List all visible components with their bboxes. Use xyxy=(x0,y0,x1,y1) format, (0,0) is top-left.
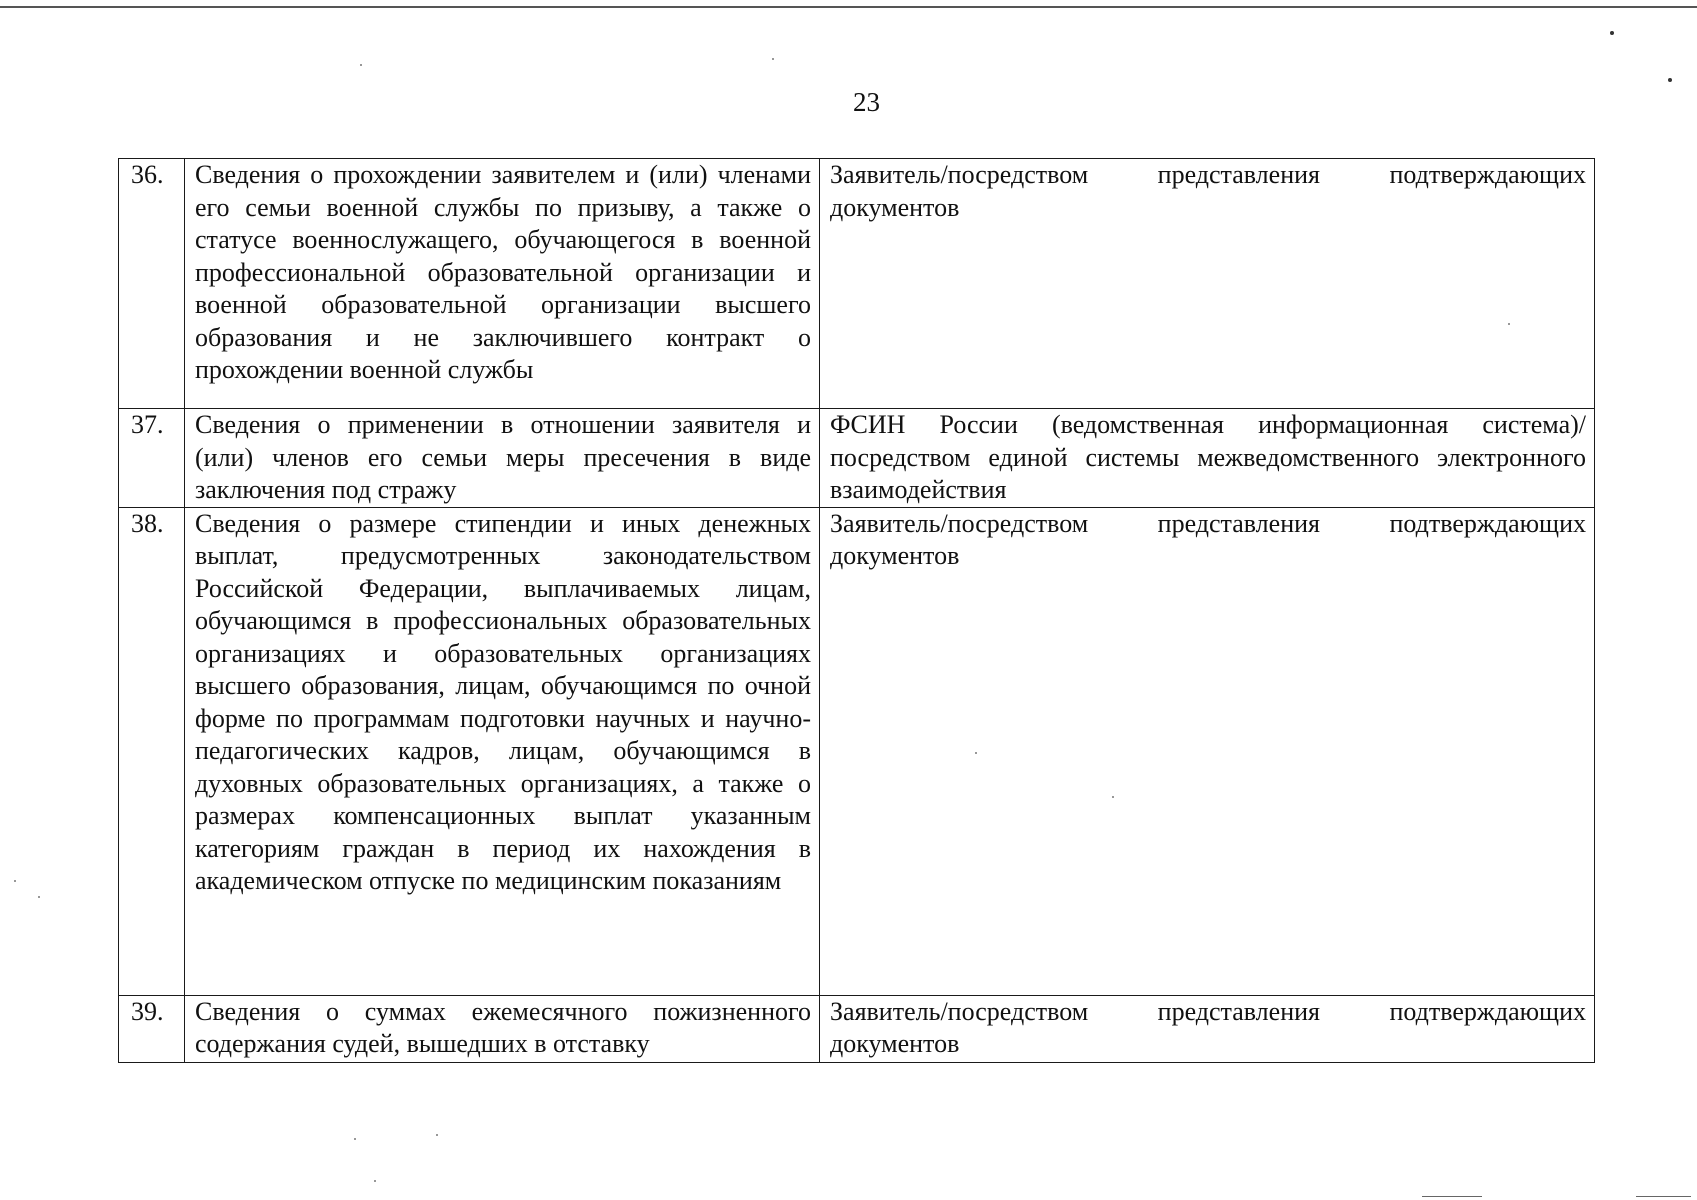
table-row xyxy=(119,159,1595,409)
scan-speck xyxy=(374,1180,376,1182)
scan-dash xyxy=(1422,1196,1482,1197)
scan-speck xyxy=(14,880,16,882)
scan-dash xyxy=(1636,1196,1691,1197)
source-cell: Заявитель/посредством представления подтверждающих документов xyxy=(820,507,1595,995)
page-number: 23 xyxy=(853,87,880,117)
info-cell: Сведения о размере стипендии и иных денежных выплат, предусмотренных законодательством Российской Федерации, выплачиваемых лицам, обучающимся в профессиональных образовательных организациях и образовательных организациях высшего образования, лицам, обучающимся по очной форме по программам подготовки научных и научно-педагогических кадров, лицам, обучающимся в духовных образовательных организациях, а также о размерах компенсационных выплат указанным категориям граждан в период их нахождения в академическом отпуске по медицинским показаниям xyxy=(185,507,820,995)
source-cell: ФСИН России (ведомственная информационная система)/посредством единой системы межведомственного электронного взаимодействия xyxy=(820,409,1595,508)
row-number: 36. xyxy=(119,159,185,409)
scan-speck xyxy=(1610,31,1614,35)
scan-speck xyxy=(354,1138,356,1140)
info-cell: Сведения о прохождении заявителем и (или) членами его семьи военной службы по призыву, а также о статусе военнослужащего, обучающегося в военной профессиональной образовательной организации и военной образовательной организации высшего образования и не заключившего контракт о прохождении военной службы xyxy=(185,159,820,409)
scan-speck xyxy=(1668,78,1672,82)
top-page-rule xyxy=(0,6,1697,8)
scan-speck xyxy=(1112,796,1114,798)
row-number: 38. xyxy=(119,507,185,995)
scan-speck xyxy=(436,1134,438,1136)
scan-speck xyxy=(1508,323,1510,325)
table-row xyxy=(119,995,1595,1062)
source-cell: Заявитель/посредством представления подтверждающих документов xyxy=(820,995,1595,1062)
table-row xyxy=(119,507,1595,995)
scan-speck xyxy=(772,58,774,60)
scan-speck xyxy=(38,896,40,898)
scan-speck xyxy=(360,64,362,66)
document-table xyxy=(118,158,1595,1063)
row-number: 37. xyxy=(119,409,185,508)
row-number: 39. xyxy=(119,995,185,1062)
scan-speck xyxy=(975,752,977,754)
table-row xyxy=(119,409,1595,508)
info-cell: Сведения о суммах ежемесячного пожизненного содержания судей, вышедших в отставку xyxy=(185,995,820,1062)
info-cell: Сведения о применении в отношении заявителя и (или) членов его семьи меры пресечения в виде заключения под стражу xyxy=(185,409,820,508)
source-cell: Заявитель/посредством представления подтверждающих документов xyxy=(820,159,1595,409)
